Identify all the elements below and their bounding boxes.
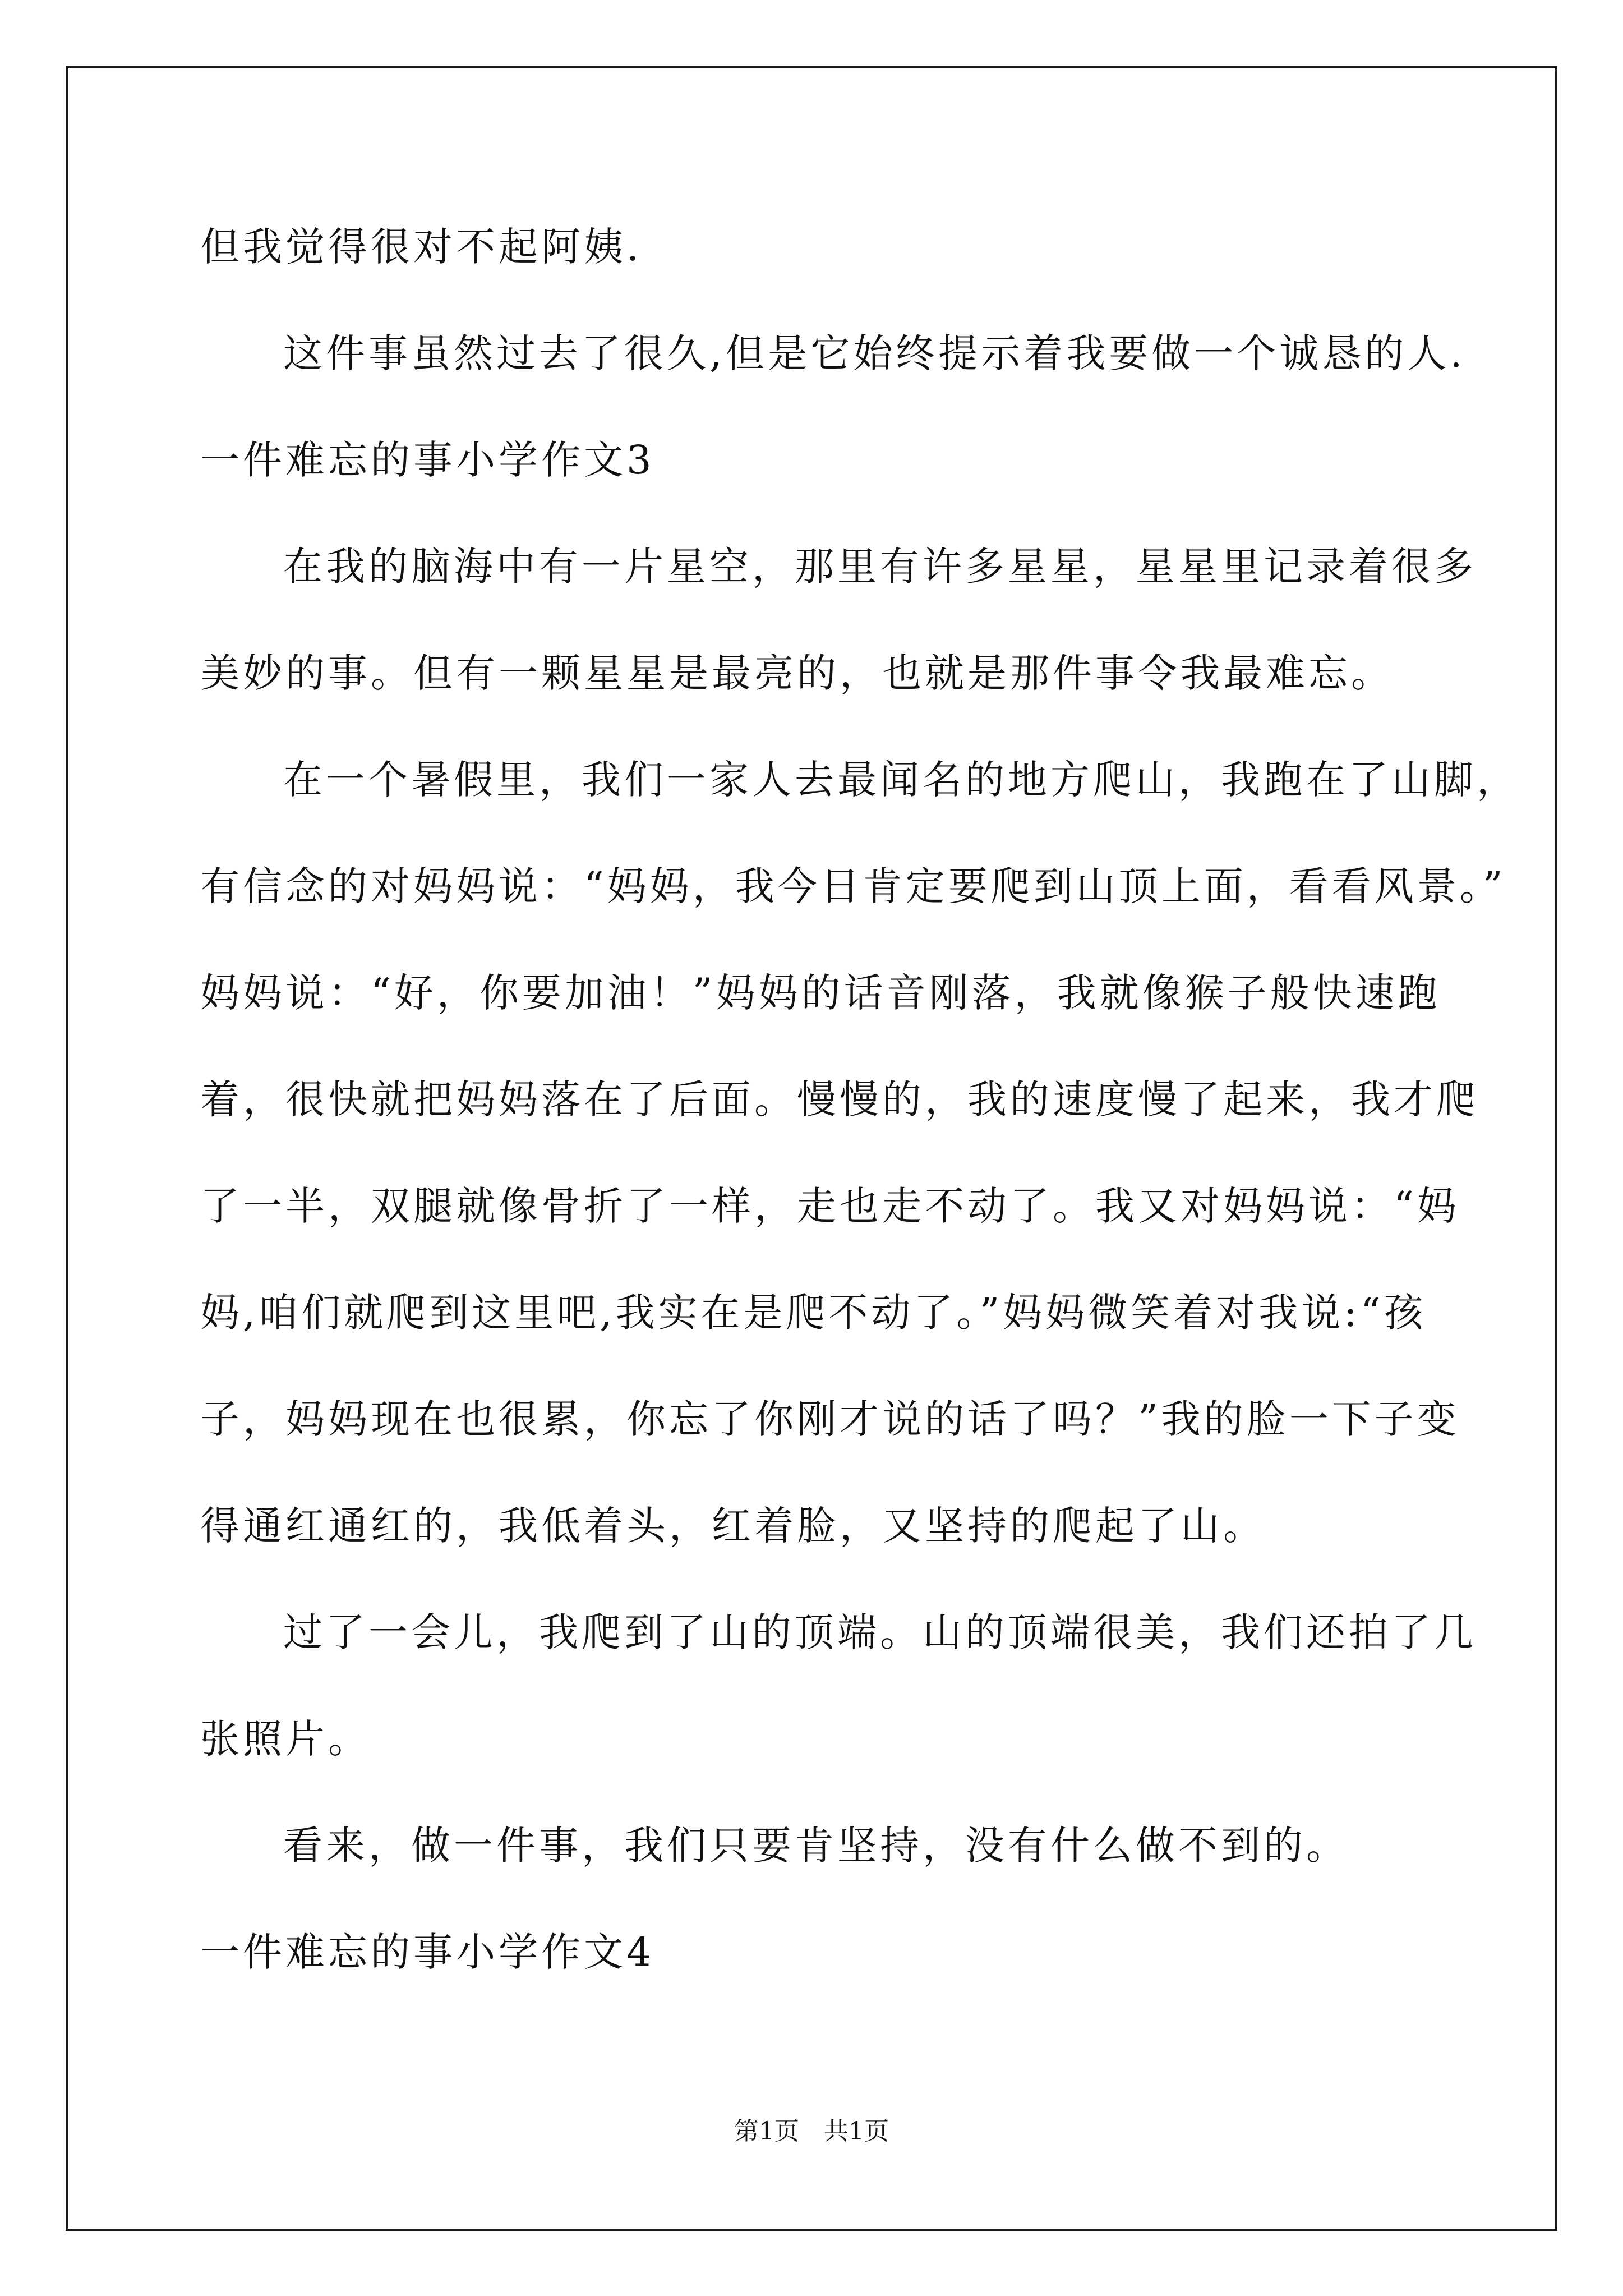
- section-heading: 一件难忘的事小学作文4: [200, 1929, 655, 1975]
- text-line: 过了一会儿，我爬到了山的顶端。山的顶端很美，我们还拍了几: [283, 1609, 1477, 1655]
- page-number: 第1页 共1页: [734, 2117, 889, 2146]
- text-line: 张照片。: [200, 1716, 371, 1762]
- text-line: 子，妈妈现在也很累，你忘了你刚才说的话了吗？”我的脸一下子变: [200, 1396, 1460, 1442]
- text-line: 有信念的对妈妈说：“妈妈，我今日肯定要爬到山顶上面，看看风景。”: [200, 863, 1506, 909]
- text-line: 但我觉得很对不起阿姨.: [200, 224, 643, 270]
- text-line: 在一个暑假里，我们一家人去最闻名的地方爬山，我跑在了山脚，: [283, 757, 1519, 803]
- text-line: 美妙的事。但有一颗星星是最亮的，也就是那件事令我最难忘。: [200, 650, 1394, 696]
- text-line: 看来，做一件事，我们只要肯坚持，没有什么做不到的。: [283, 1823, 1349, 1869]
- text-line: 了一半，双腿就像骨折了一样，走也走不动了。我又对妈妈说：“妈: [200, 1183, 1460, 1229]
- text-line: 妈妈说：“好，你要加油！”妈妈的话音刚落，我就像猴子般快速跑: [200, 970, 1441, 1016]
- text-line: 妈,咱们就爬到这里吧,我实在是爬不动了。”妈妈微笑着对我说:“孩: [200, 1290, 1427, 1336]
- page-border: [66, 66, 1557, 2231]
- section-heading: 一件难忘的事小学作文3: [200, 437, 655, 483]
- text-line: 在我的脑海中有一片星空，那里有许多星星，星星里记录着很多: [283, 544, 1477, 590]
- text-line: 得通红通红的，我低着头，红着脸，又坚持的爬起了山。: [200, 1503, 1266, 1549]
- text-line: 这件事虽然过去了很久,但是它始终提示着我要做一个诚恳的人.: [283, 330, 1466, 376]
- text-line: 着，很快就把妈妈落在了后面。慢慢的，我的速度慢了起来，我才爬: [200, 1076, 1479, 1122]
